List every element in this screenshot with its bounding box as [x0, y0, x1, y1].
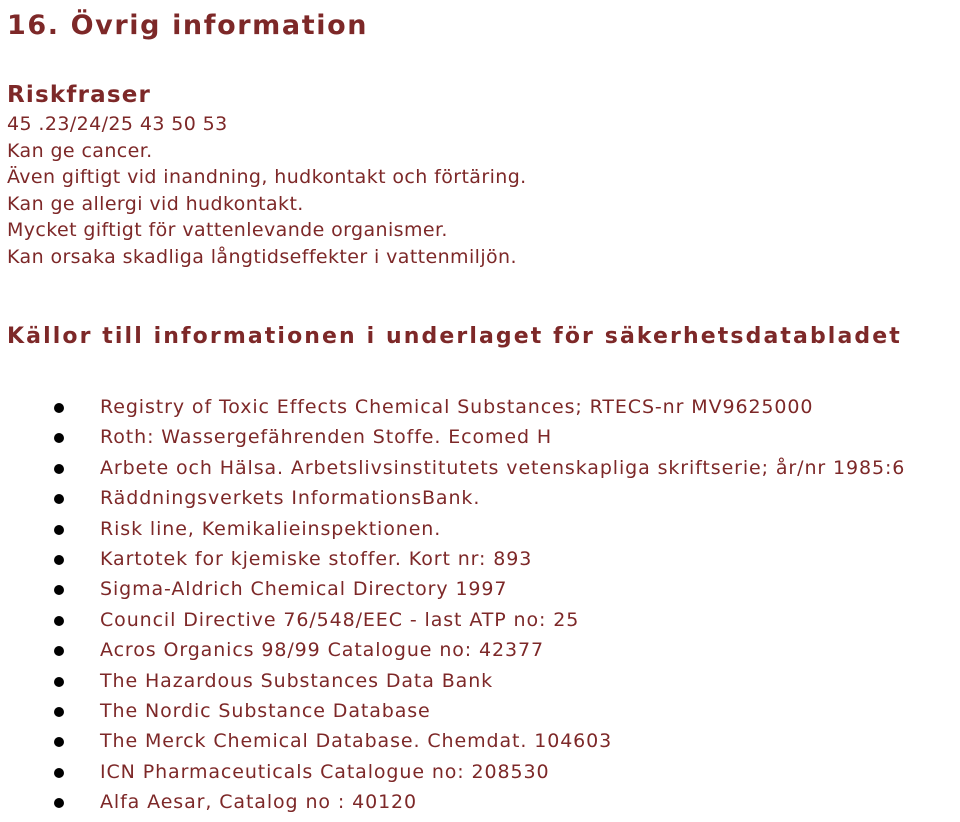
source-text: Council Directive 76/548/EEC - last ATP no: 25 [100, 608, 580, 631]
risk-phrases-list [7, 111, 527, 270]
bullet-icon [54, 707, 64, 717]
source-text: Acros Organics 98/99 Catalogue no: 42377 [100, 639, 544, 662]
risk-phrase: Kan ge cancer. [7, 139, 153, 162]
risk-phrase: Kan ge allergi vid hudkontakt. [7, 192, 304, 215]
bullet-icon [54, 433, 64, 443]
source-text: The Merck Chemical Database. Chemdat. 104603 [100, 730, 613, 753]
sources-heading: Källor till informationen i underlaget för säkerhetsdatabladet [7, 324, 902, 349]
source-text: Räddningsverkets InformationsBank. [100, 487, 481, 510]
source-text: The Hazardous Substances Data Bank [100, 669, 494, 692]
source-text: The Nordic Substance Database [100, 699, 431, 722]
bullet-icon [54, 737, 64, 747]
bullet-icon [54, 494, 64, 504]
risk-phrase: Även giftigt vid inandning, hudkontakt och förtäring. [7, 166, 527, 188]
source-text: Alfa Aesar, Catalog no : 40120 [100, 791, 418, 814]
bullet-icon [54, 677, 64, 687]
bullet-icon [54, 768, 64, 778]
bullet-icon [54, 464, 64, 474]
risk-phrase-codes: 45 .23/24/25 43 50 53 [7, 113, 228, 135]
bullet-icon [54, 616, 64, 626]
source-text: Registry of Toxic Effects Chemical Substances; RTECS-nr MV9625000 [100, 396, 814, 418]
section-title: 16. Övrig information [7, 10, 369, 41]
bullet-icon [54, 646, 64, 656]
bullet-icon [54, 403, 64, 413]
source-text: Sigma-Aldrich Chemical Directory 1997 [100, 578, 508, 601]
risk-phrase: Kan orsaka skadliga långtidseffekter i vattenmiljön. [7, 245, 517, 268]
bullet-icon [54, 555, 64, 565]
source-text: ICN Pharmaceuticals Catalogue no: 208530 [100, 760, 550, 783]
source-text: Arbete och Hälsa. Arbetslivsinstitutets vetenskapliga skriftserie; år/nr 1985:6 [100, 456, 906, 479]
risk-phrases-heading: Riskfraser [7, 82, 152, 108]
source-text: Kartotek for kjemiske stoffer. Kort nr: 893 [100, 547, 533, 570]
bullet-icon [54, 798, 64, 808]
source-text: Roth: Wassergefährenden Stoffe. Ecomed H [100, 426, 553, 449]
bullet-icon [54, 585, 64, 595]
source-text: Risk line, Kemikalieinspektionen. [100, 517, 442, 540]
bullet-icon [54, 525, 64, 535]
risk-phrase: Mycket giftigt för vattenlevande organismer. [7, 219, 448, 241]
